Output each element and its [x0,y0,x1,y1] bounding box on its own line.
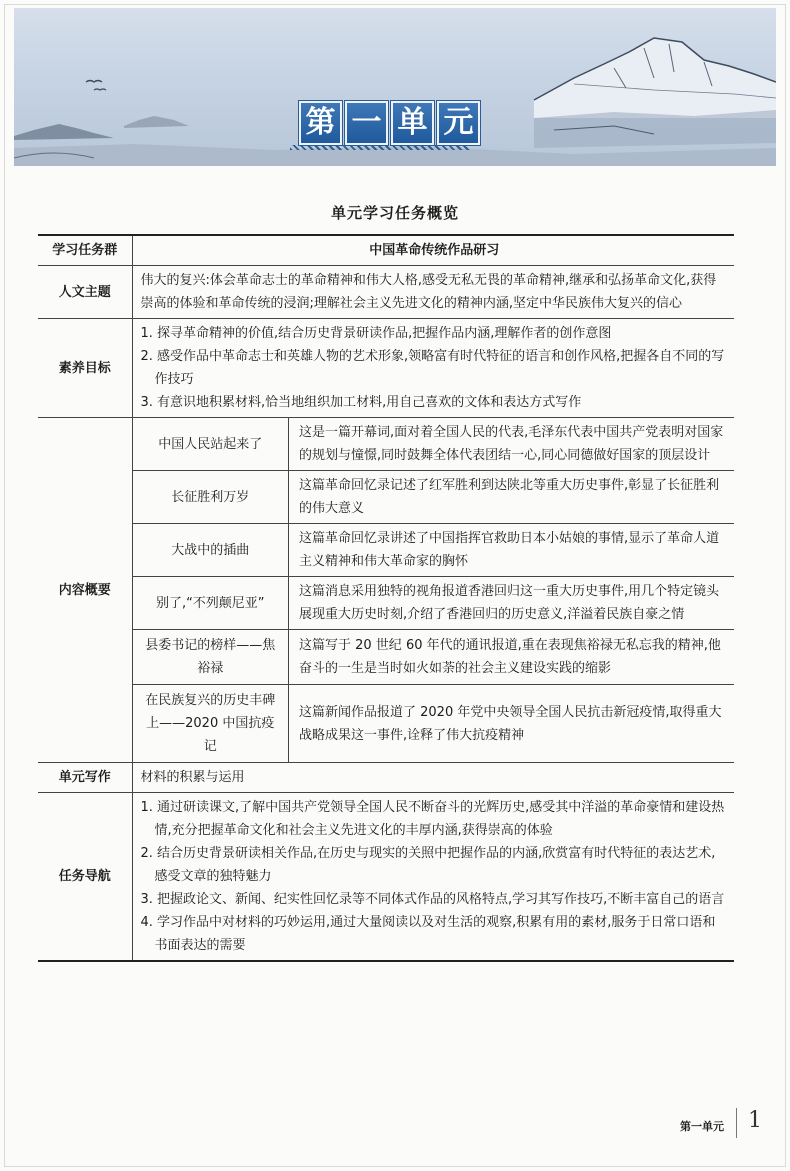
overview-table [38,234,734,962]
footer-unit-name: 第一单元 [680,1120,724,1133]
table-row [38,235,734,266]
work-description: 这篇消息采用独特的视角报道香港回归这一重大历史事件,用几个特定镜头展现重大历史时刻,介绍了香港回归的历史意义,洋溢着民族自豪之情 [289,577,735,630]
work-title: 别了,“不列颠尼亚” [133,577,289,630]
work-description: 这篇革命回忆录讲述了中国指挥官救助日本小姑娘的事情,显示了革命人道主义精神和伟大革命家的胸怀 [289,524,735,577]
work-title: 中国人民站起来了 [133,418,289,471]
row-label-humanities: 人文主题 [38,266,132,319]
unit-title-char: 第 [299,101,342,145]
navigation-item: 2. 结合历史背景研读相关作品,在历史与现实的关照中把握作品的内涵,欣赏富有时代特征的表达艺术,感受文章的独特魅力 [140,846,716,884]
work-title: 长征胜利万岁 [133,471,289,524]
work-description: 这篇革命回忆录记述了红军胜利到达陕北等重大历史事件,彰显了长征胜利的伟大意义 [289,471,735,524]
content-row [133,471,735,524]
work-description: 这是一篇开幕词,面对着全国人民的代表,毛泽东代表中国共产党表明对国家的规划与憧憬,同时鼓舞全体代表团结一心,同心同德做好国家的顶层设计 [289,418,735,471]
content-cell [132,418,734,763]
content-table [133,418,735,762]
work-title: 县委书记的榜样——焦裕禄 [133,630,289,685]
literacy-item: 3. 有意识地积累材料,恰当地组织加工材料,用自己喜欢的文体和表达方式写作 [140,395,582,410]
literacy-item: 1. 探寻革命精神的价值,结合历史背景研读作品,把握作品内涵,理解作者的创作意图 [140,326,612,341]
table-row [38,763,734,793]
unit-banner [14,8,776,166]
unit-title [299,101,480,147]
row-label-writing: 单元写作 [38,763,132,793]
navigation-item: 4. 学习作品中对材料的巧妙运用,通过大量阅读以及对生活的观察,积累有用的素材,服务于日常口语和书面表达的需要 [140,915,716,953]
work-description: 这篇新闻作品报道了 2020 年党中央领导全国人民抗击新冠疫情,取得重大战略成果这一事件,诠释了伟大抗疫精神 [299,704,722,743]
row-label-literacy: 素养目标 [38,319,132,418]
work-title: 大战中的插曲 [133,524,289,577]
writing-text: 材料的积累与运用 [132,763,734,793]
work-description: 这篇写于 20 世纪 60 年代的通讯报道,重在表现焦裕禄无私忘我的精神,他奋斗的一生是当时如火如荼的社会主义建设实践的缩影 [289,630,735,685]
work-title: 在民族复兴的历史丰碑上——2020 中国抗疫记 [133,685,289,763]
row-label-navigation: 任务导航 [38,793,132,962]
page-number: 1 [748,1108,762,1133]
table-row [38,319,734,418]
navigation-item: 1. 通过研读课文,了解中国共产党领导全国人民不断奋斗的光辉历史,感受其中洋溢的革命豪情和建设热情,充分把握革命文化和社会主义先进文化的丰厚内涵,获得崇高的体验 [140,800,725,838]
row-label-task-group: 学习任务群 [38,235,132,266]
row-label-content: 内容概要 [38,418,132,763]
task-group-value: 中国革命传统作品研习 [132,235,734,266]
content-row [133,630,735,685]
unit-title-char: 一 [345,101,388,145]
literacy-item: 2. 感受作品中革命志士和英雄人物的艺术形象,领略富有时代特征的语言和创作风格,把握各自不同的写作技巧 [140,349,725,387]
overview-title: 单元学习任务概览 [330,204,459,222]
content-row [133,685,735,763]
table-row [38,793,734,962]
navigation-list [132,793,734,962]
content-row [133,524,735,577]
navigation-item: 3. 把握政论文、新闻、纪实性回忆录等不同体式作品的风格特点,学习其写作技巧,不断丰富自己的语言 [140,892,725,907]
unit-title-char: 元 [437,101,480,145]
content-row [133,577,735,630]
table-row [38,266,734,319]
title-decoration [290,145,470,150]
table-row [38,418,734,763]
footer-divider [736,1108,737,1138]
unit-title-char: 单 [391,101,434,145]
content-row [133,418,735,471]
humanities-text: 伟大的复兴:体会革命志士的革命精神和伟大人格,感受无私无畏的革命精神,继承和弘扬革命文化,获得崇高的体验和革命传统的浸润;理解社会主义先进文化的精神内涵,坚定中华民族伟大复兴的信心 [132,266,734,319]
literacy-list [132,319,734,418]
